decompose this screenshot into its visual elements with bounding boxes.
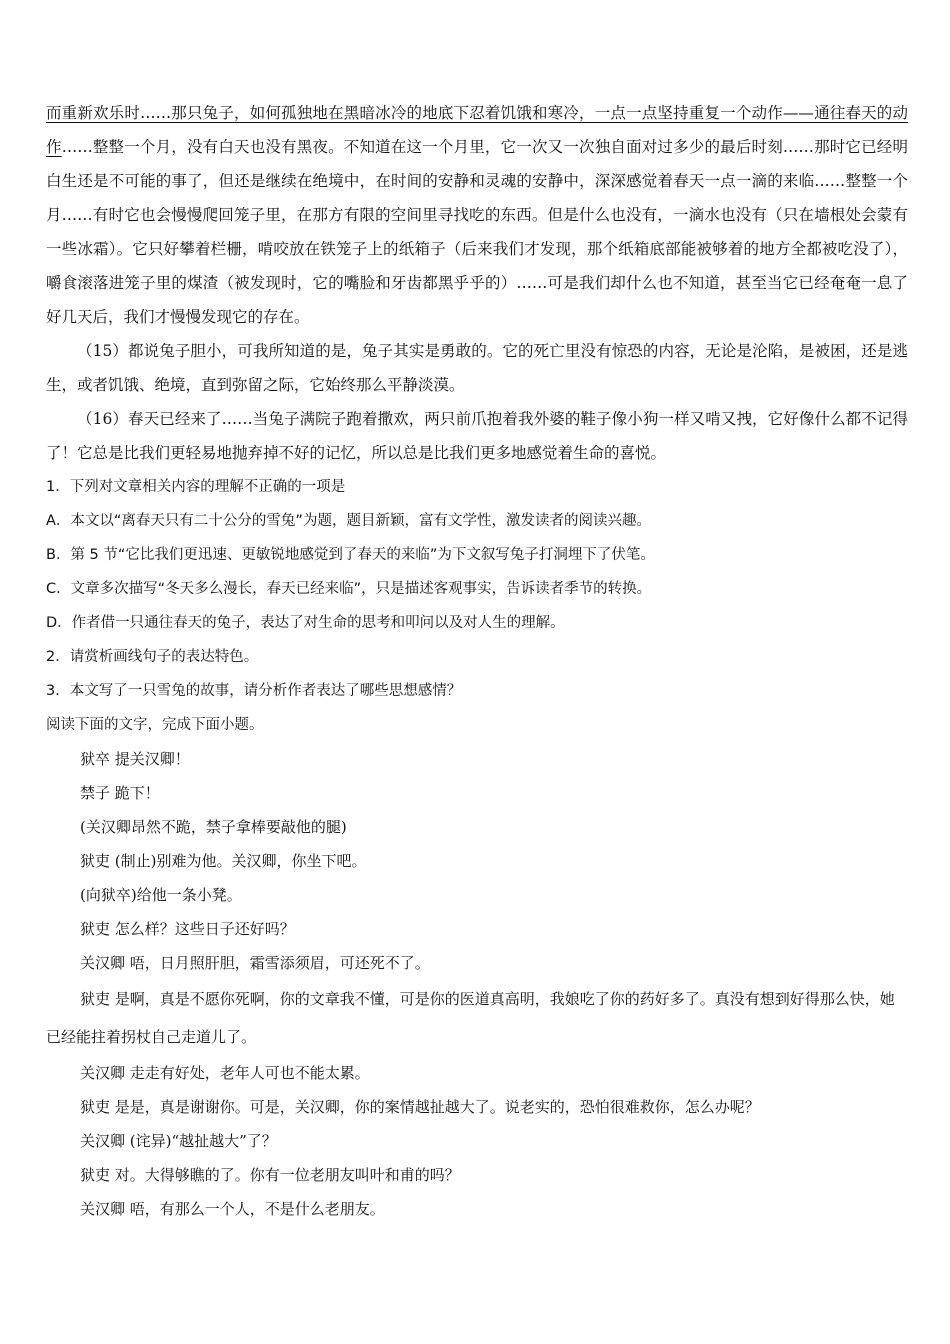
drama-line: 关汉卿 走走有好处，老年人可也不能太累。 (80, 1064, 370, 1082)
drama-line: 狱吏 (制止)别难为他。关汉卿，你坐下吧。 (80, 852, 367, 870)
drama-line: 狱吏 对。大得够瞧的了。你有一位老朋友叫叶和甫的吗？ (80, 1166, 460, 1184)
passage-paragraph-continued (46, 96, 908, 334)
question-1-option-d: D．作者借一只通往春天的兔子，表达了对生命的思考和叩问以及对人生的理解。 (46, 615, 565, 631)
question-1-option-c: C．文章多次描写“冬天多么漫长，春天已经来临”，只是描述客观事实，告诉读者季节的转换。 (46, 581, 652, 597)
reading-instruction: 阅读下面的文字，完成下面小题。 (46, 717, 264, 733)
question-1: 1．下列对文章相关内容的理解不正确的一项是 (46, 479, 346, 495)
drama-line: 关汉卿 唔，日月照肝胆，霜雪添须眉，可还死不了。 (80, 954, 430, 972)
drama-line: 关汉卿 (诧异)“越扯越大”了？ (80, 1132, 277, 1150)
passage-paragraph-16: （16）春天已经来了……当兔子满院子跑着撒欢，两只前爪抱着我外婆的鞋子像小狗一样又啃又拽，它好像什么都不记得了！它总是比我们更轻易地抛弃掉不好的记忆，所以总是比我们更多地感觉着生命的喜悦。 (46, 410, 908, 462)
passage-paragraph-15: （15）都说兔子胆小，可我所知道的是，兔子其实是勇敢的。它的死亡里没有惊恐的内容，无论是沦陷，是被困，还是逃生，或者饥饿、绝境，直到弥留之际，它始终那么平静淡漠。 (46, 342, 908, 394)
document-page (46, 96, 908, 1226)
question-1-option-b: B．第 5 节“它比我们更迅速、更敏锐地感觉到了春天的来临”为下文叙写兔子打洞埋下了伏笔。 (46, 547, 655, 563)
question-3: 3．本文写了一只雪兔的故事，请分析作者表达了哪些思想感情？ (46, 683, 462, 699)
drama-line: 关汉卿 唔，有那么一个人，不是什么老朋友。 (80, 1200, 385, 1218)
drama-line: 狱吏 怎么样？这些日子还好吗？ (80, 920, 295, 938)
paragraph-text: ……整整一个月，没有白天也没有黑夜。不知道在这一个月里，它一次又一次独自面对过多少的最后时刻……那时它已经明白生还是不可能的事了，但还是继续在绝境中，在时间的安静和灵魂的安静中，深深感觉着春天一点一滴的来临……整整一个月……有时它也会慢慢爬回笼子里，在那方有限的空间里寻找吃的东西。但是什么也没有，一滴水也没有（只在墙根处会蒙有一些冰霜）。它只好攀着栏栅，啃咬放在铁笼子上的纸箱子（后来我们才发现，那个纸箱底部能被够着的地方全都被吃没了），嚼食滚落进笼子里的煤渣（被发现时，它的嘴脸和牙齿都黑乎乎的）……可是我们却什么也不知道，甚至当它已经奄奄一息了好几天后，我们才慢慢发现它的存在。 (46, 138, 908, 326)
stage-direction: (向狱卒)给他一条小凳。 (80, 886, 242, 904)
question-2: 2．请赏析画线句子的表达特色。 (46, 649, 259, 665)
drama-line: 禁子 跪下！ (80, 784, 160, 802)
stage-direction: (关汉卿昂然不跪，禁子拿棒要敲他的腿) (80, 818, 347, 836)
question-1-option-a: A．本文以“离春天只有二十公分的雪兔”为题，题目新颖，富有文学性，激发读者的阅读兴趣。 (46, 513, 651, 529)
drama-line: 狱吏 是啊，真是不愿你死啊，你的文章我不懂，可是你的医道真高明，我娘吃了你的药好多了。真没有想到好得那么快，她已经能拄着拐杖自己走道儿了。 (46, 990, 895, 1046)
underlined-sentence: 而重新欢乐时……那只兔子，如何孤独地在黑暗冰冷的地底下忍着饥饿和寒冷，一点一点坚持重复一个动作——通往春天的动作 (46, 104, 908, 156)
drama-line: 狱卒 提关汉卿！ (80, 750, 190, 768)
drama-line: 狱吏 是是，真是谢谢你。可是，关汉卿，你的案情越扯越大了。说老实的，恐怕很难救你，怎么办呢？ (80, 1098, 760, 1116)
